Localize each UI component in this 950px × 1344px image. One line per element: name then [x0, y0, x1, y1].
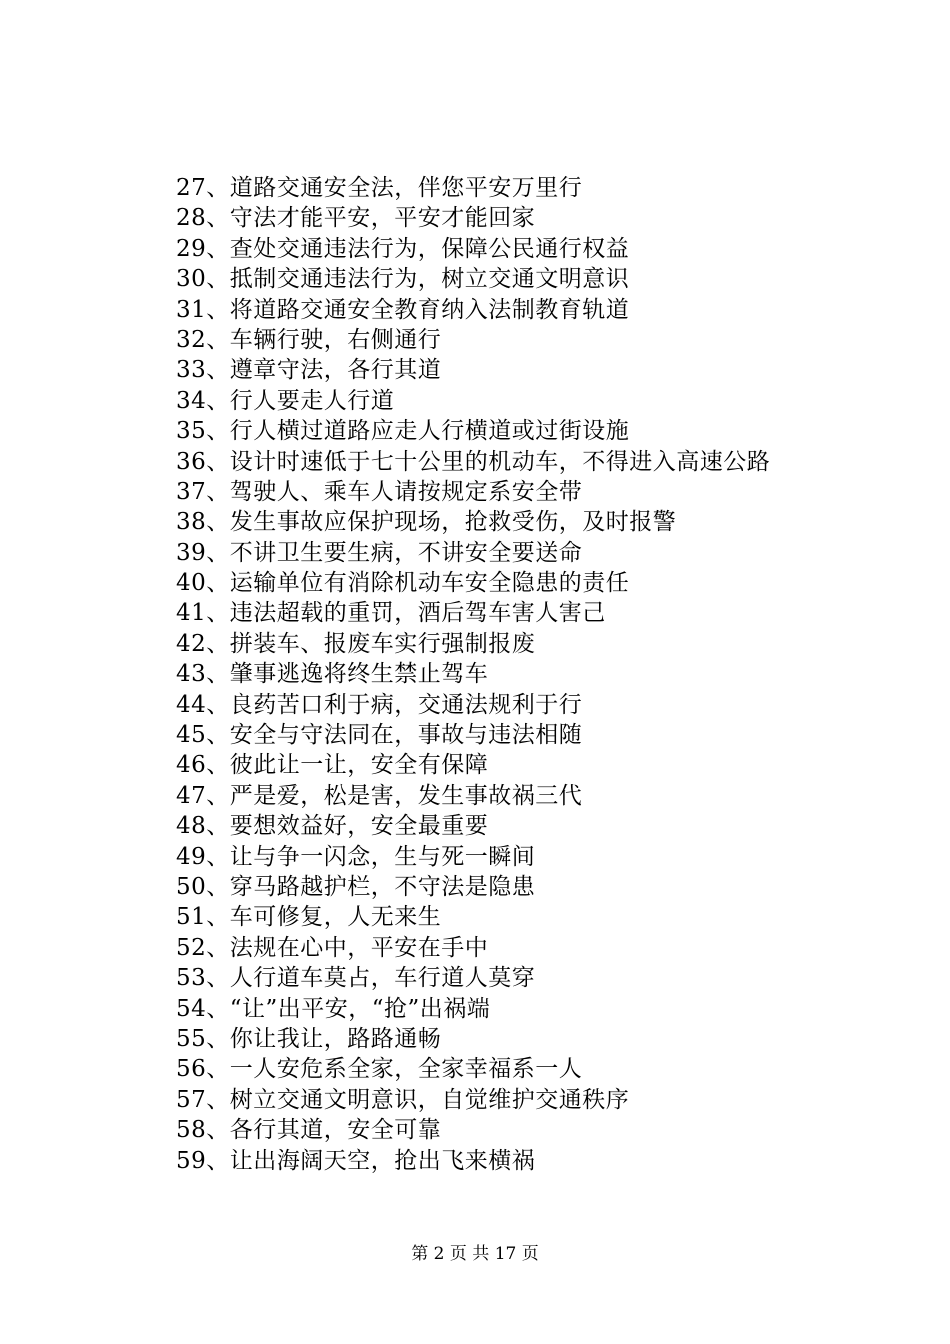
list-item: 59、让出海阔天空，抢出飞来横祸 — [176, 1147, 536, 1174]
list-item: 37、驾驶人、乘车人请按规定系安全带 — [176, 478, 583, 505]
list-item: 39、不讲卫生要生病，不讲安全要送命 — [176, 539, 583, 566]
list-item: 44、良药苦口利于病，交通法规利于行 — [176, 691, 583, 718]
list-item: 38、发生事故应保护现场，抢救受伤，及时报警 — [176, 509, 677, 536]
page-footer — [0, 1242, 950, 1266]
list-item: 48、要想效益好，安全最重要 — [176, 813, 489, 840]
list-item: 52、法规在心中，平安在手中 — [176, 934, 489, 961]
list-item: 56、一人安危系全家，全家幸福系一人 — [176, 1056, 583, 1083]
page-number-label: 第 2 页 共 17 页 — [411, 1244, 539, 1264]
list-item: 50、穿马路越护栏，不守法是隐患 — [176, 873, 536, 900]
list-item: 36、设计时速低于七十公里的机动车，不得进入高速公路 — [176, 448, 771, 475]
list-item: 53、人行道车莫占，车行道人莫穿 — [176, 965, 536, 992]
list-item: 54、“让”出平安，“抢”出祸端 — [176, 995, 491, 1022]
list-item: 34、行人要走人行道 — [176, 387, 395, 414]
list-item: 58、各行其道，安全可靠 — [176, 1117, 442, 1144]
list-item: 42、拼装车、报废车实行强制报废 — [176, 630, 536, 657]
list-item: 33、遵章守法，各行其道 — [176, 357, 442, 384]
list-item: 41、违法超载的重罚，酒后驾车害人害己 — [176, 600, 606, 627]
list-item: 35、行人横过道路应走人行横道或过街设施 — [176, 418, 630, 445]
list-item: 51、车可修复，人无来生 — [176, 904, 442, 931]
list-item: 31、将道路交通安全教育纳入法制教育轨道 — [176, 296, 630, 323]
list-item: 43、肇事逃逸将终生禁止驾车 — [176, 661, 489, 688]
list-item: 46、彼此让一让，安全有保障 — [176, 752, 489, 779]
list-item: 29、查处交通违法行为，保障公民通行权益 — [176, 235, 630, 262]
slogan-list — [176, 173, 896, 1176]
list-item: 49、让与争一闪念，生与死一瞬间 — [176, 843, 536, 870]
list-item: 40、运输单位有消除机动车安全隐患的责任 — [176, 570, 630, 597]
list-item: 32、车辆行驶，右侧通行 — [176, 326, 442, 353]
list-item: 27、道路交通安全法，伴您平安万里行 — [176, 175, 583, 201]
list-item: 47、严是爱，松是害，发生事故祸三代 — [176, 782, 583, 809]
list-item: 30、抵制交通违法行为，树立交通文明意识 — [176, 266, 630, 293]
list-item: 57、树立交通文明意识，自觉维护交通秩序 — [176, 1086, 630, 1113]
list-item: 45、安全与守法同在，事故与违法相随 — [176, 722, 583, 749]
list-item: 55、你让我让，路路通畅 — [176, 1025, 442, 1052]
list-item: 28、守法才能平安，平安才能回家 — [176, 205, 536, 232]
